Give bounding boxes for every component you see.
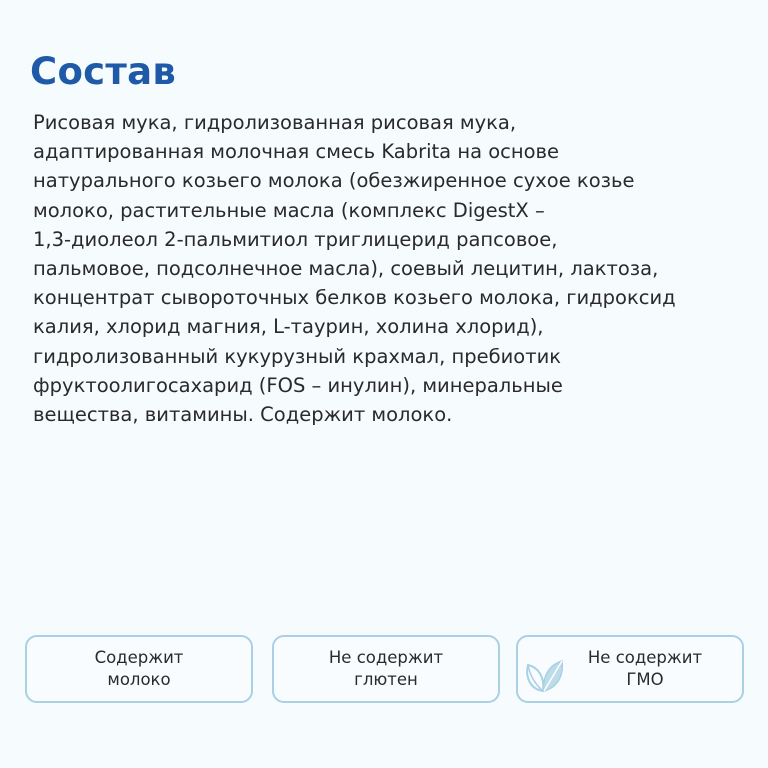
ingredients-line: молоко, растительные масла (комплекс DigestX – — [33, 198, 545, 222]
ingredients-line: фруктоолигосахарид (FOS – инулин), минеральные — [33, 373, 563, 397]
ingredients-line: калия, хлорид магния, L-таурин, холина хлорид), — [33, 315, 544, 339]
badge-label: Не содержит ГМО — [587, 648, 703, 689]
ingredients-line: 1,3-диолеол 2-пальмитиол триглицерид рапсовое, — [33, 227, 558, 251]
feature-badges — [25, 635, 745, 705]
ingredients-text — [33, 108, 733, 429]
badge-label: Не содержит глютен — [328, 648, 444, 689]
badge-label: Содержит молоко — [94, 648, 184, 689]
ingredients-line: пальмовое, подсолнечное масла), соевый лецитин, лактоза, — [33, 257, 659, 281]
badge-contains-milk — [25, 635, 253, 703]
badge-gluten-free — [272, 635, 500, 703]
ingredients-line: адаптированная молочная смесь Kabrita на основе — [33, 140, 560, 164]
ingredients-line: Рисовая мука, гидролизованная рисовая мука, — [33, 111, 517, 134]
ingredients-line: гидролизованный кукурузный крахмал, пребиотик — [33, 344, 562, 368]
badge-gmo-free — [516, 635, 744, 703]
ingredients-line: концентрат сывороточных белков козьего молока, гидроксид — [33, 286, 676, 310]
ingredients-line: натурального козьего молока (обезжиренное сухое козье — [33, 169, 635, 193]
leaf-icon — [522, 651, 566, 695]
ingredients-line: вещества, витамины. Содержит молоко. — [33, 403, 453, 427]
page-title: Состав — [30, 50, 177, 93]
